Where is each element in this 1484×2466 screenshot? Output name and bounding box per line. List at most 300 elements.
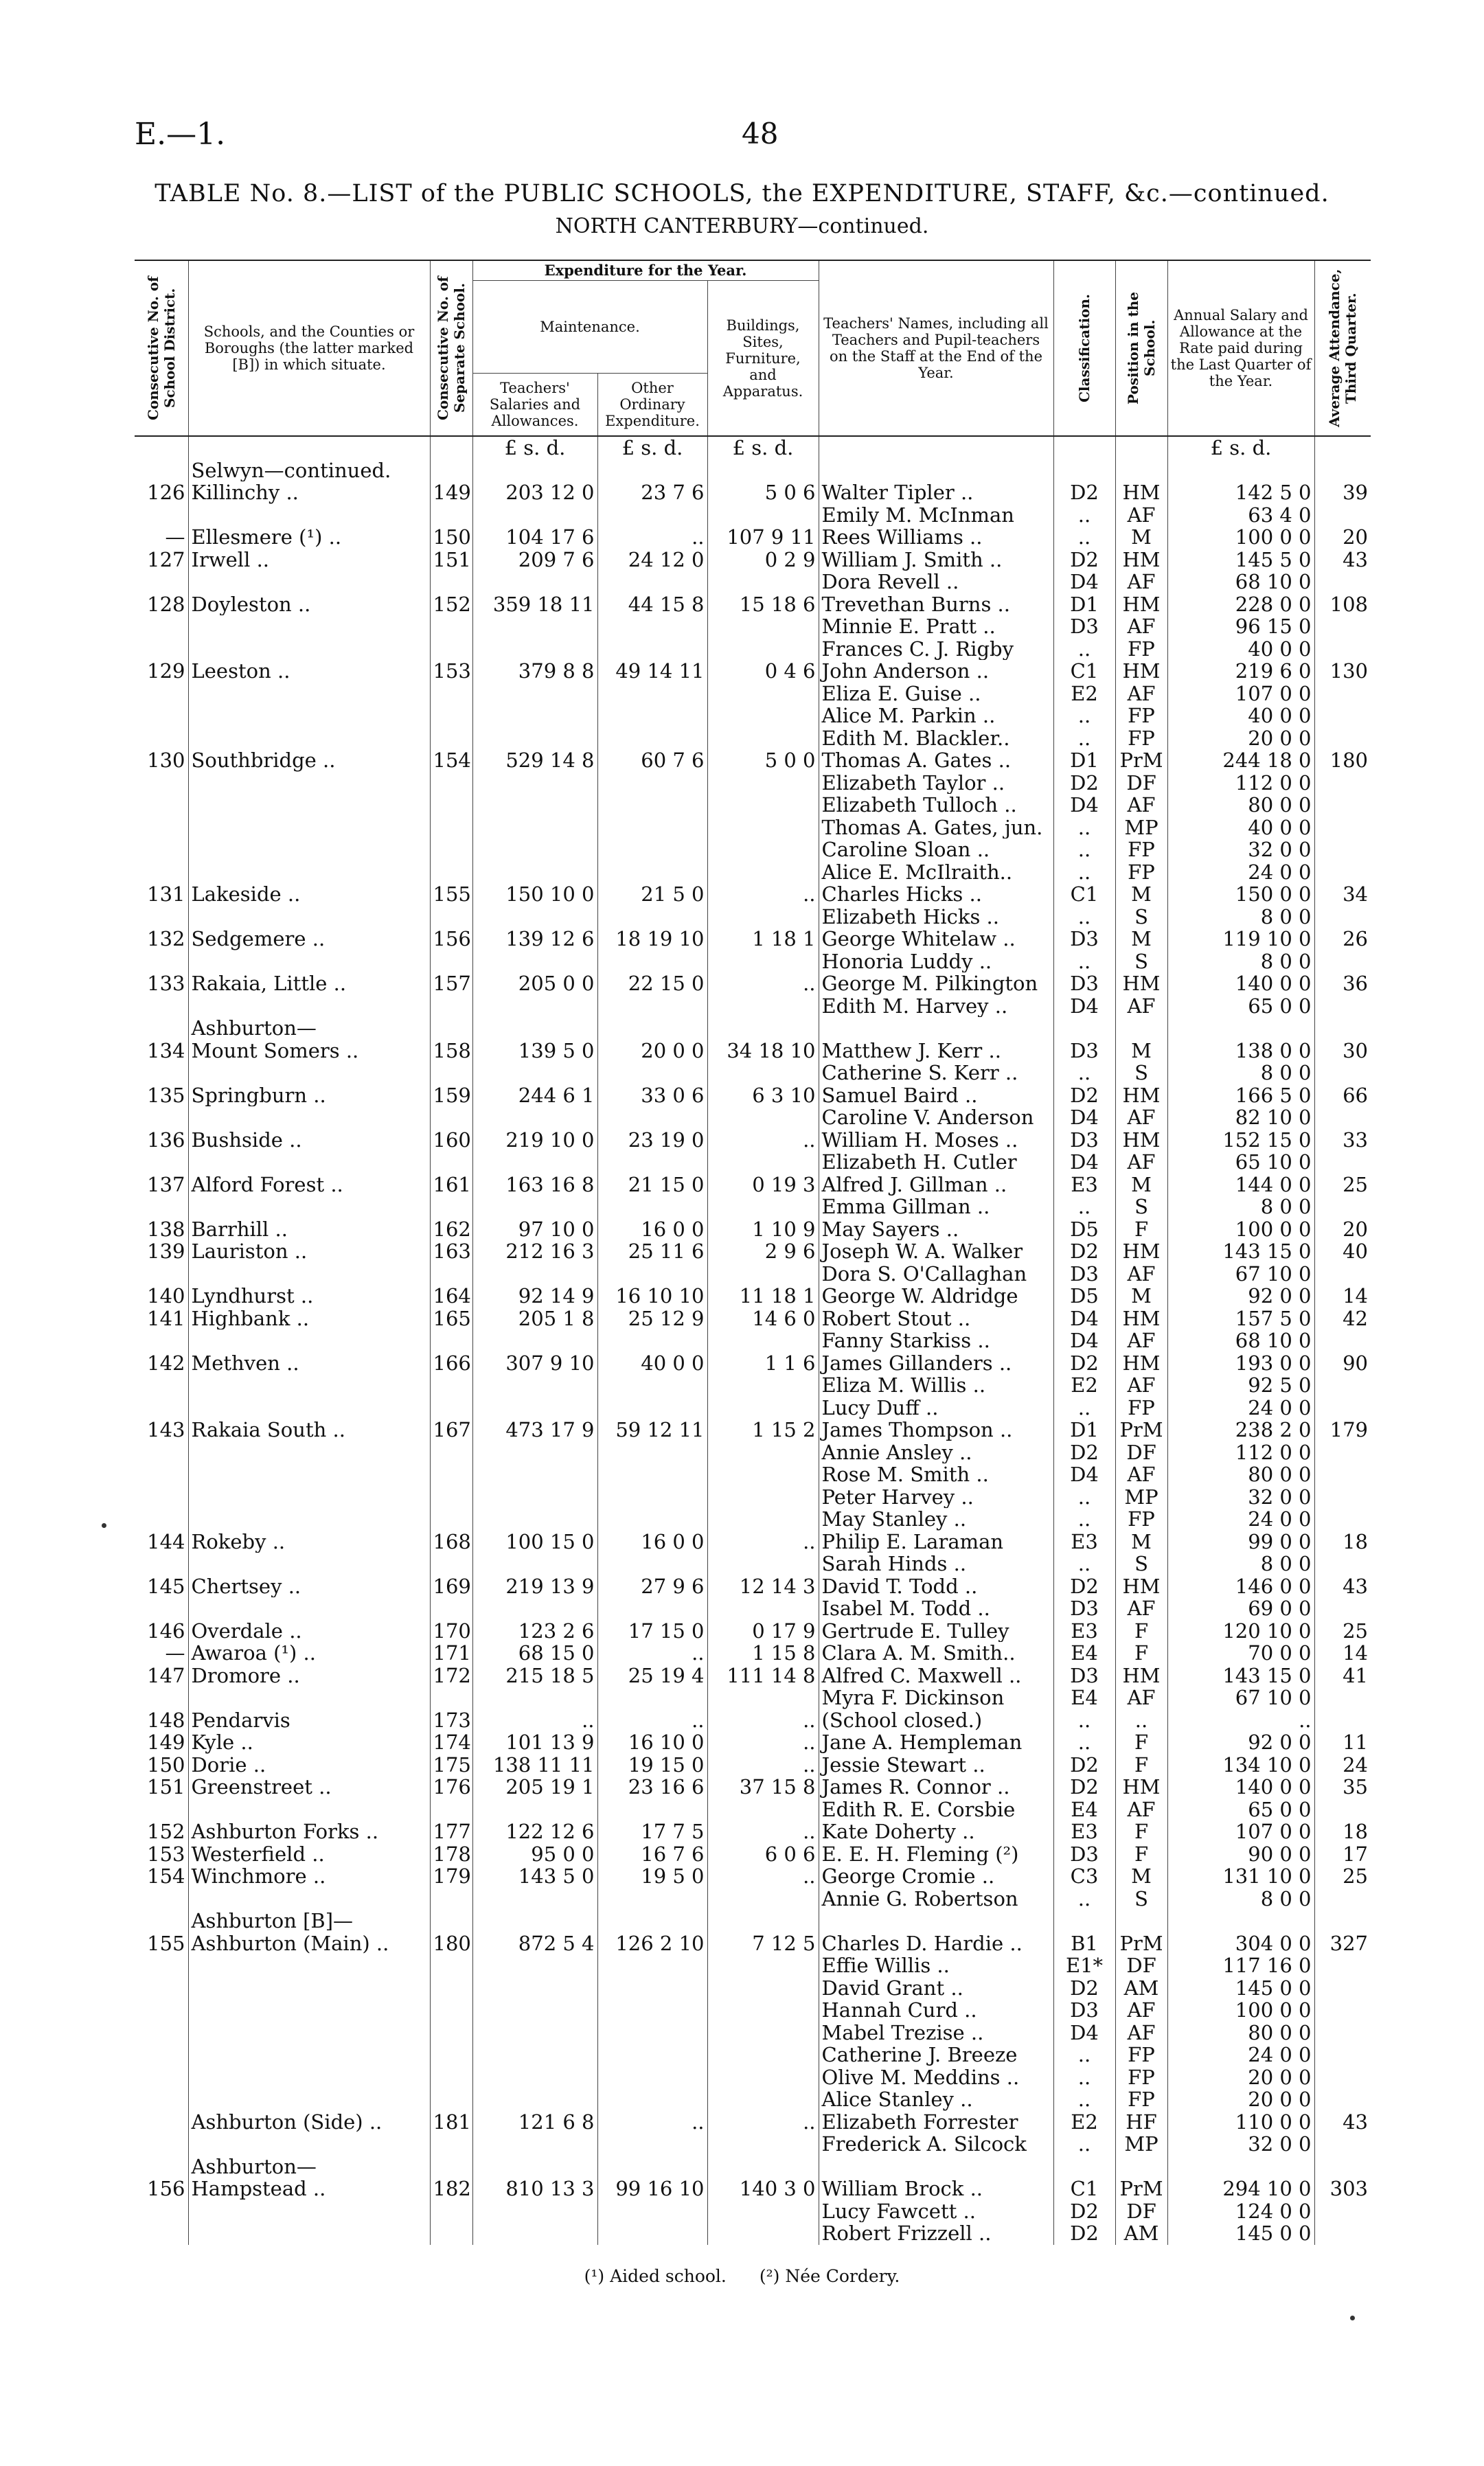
table-row [135,2066,1371,2089]
teacher-name-cell: Thomas A. Gates, jun. [819,817,1053,839]
district-no-cell: 156 [147,2178,185,2200]
salaries-cell [472,1999,597,2022]
position-cell: AF [1115,571,1167,593]
school-no-cell: 155 [430,883,472,906]
position-cell: FP [1115,1508,1167,1531]
teacher-name-cell [819,1017,1053,1040]
teacher-name-cell: Elizabeth Hicks .. [819,906,1053,928]
annual-salary-cell: 32 0 0 [1167,2133,1314,2156]
teacher-name-cell: Eliza M. Willis .. [819,1374,1053,1397]
table-row [135,1285,1371,1308]
attendance-cell: 130 [1314,660,1371,683]
buildings-cell: 6 3 10 [707,1084,819,1107]
district-no-cell: 135 [147,1084,185,1106]
other-expenditure-cell: 16 7 6 [597,1843,707,1866]
table-title: TABLE No. 8.—LIST of the PUBLIC SCHOOLS, the EXPENDITURE, STAFF, &c.—continued. [155,180,1329,207]
salaries-cell: 810 13 3 [472,2178,597,2200]
salaries-cell: 205 1 8 [472,1308,597,1330]
position-cell: FP [1115,638,1167,661]
school-name-cell [188,772,430,795]
col-teachers: Teachers' Names, including all Teachers and Pupil-teachers on the Staff at the End of the Year. [819,260,1053,436]
classification-cell: .. [1053,1486,1115,1509]
salaries-cell: 100 15 0 [472,1531,597,1553]
classification-cell: D4 [1053,1329,1115,1352]
buildings-cell [707,727,819,750]
other-expenditure-cell [597,1553,707,1575]
school-name-cell: Alford Forest .. [188,1174,430,1196]
school-name-cell: Bushside .. [188,1129,430,1152]
other-expenditure-cell: .. [597,2111,707,2134]
table-row [135,2088,1371,2111]
district-no-cell: 147 [147,1664,185,1687]
school-name-cell [188,638,430,661]
buildings-cell [707,838,819,861]
school-no-cell: 173 [430,1709,472,1732]
table-row [135,2222,1371,2245]
teacher-name-cell: Jane A. Hempleman [819,1731,1053,1754]
school-name-cell: Ashburton (Main) .. [188,1932,430,1955]
attendance-cell [1314,1106,1371,1129]
position-cell: HM [1115,660,1167,683]
ink-speck [102,1523,106,1528]
table-row [135,2156,1371,2178]
salaries-cell: 104 17 6 [472,526,597,549]
page-code: E.—1. [135,117,226,152]
table-row [135,794,1371,817]
position-cell: AF [1115,1263,1167,1286]
table-row [135,950,1371,973]
other-expenditure-cell [597,1441,707,1464]
table-row [135,2111,1371,2134]
buildings-cell: 0 19 3 [707,1174,819,1196]
school-no-cell [430,1106,472,1129]
district-no-cell [135,995,188,1018]
salaries-cell [472,459,597,482]
school-no-cell: 172 [430,1665,472,1687]
salaries-cell [472,683,597,705]
buildings-cell [707,1062,819,1084]
attendance-cell [1314,1687,1371,1709]
position-cell: F [1115,1754,1167,1777]
salaries-cell [472,1196,597,1218]
attendance-cell [1314,1486,1371,1509]
position-cell: S [1115,1553,1167,1575]
buildings-cell: 1 15 2 [707,1419,819,1441]
district-no-cell [135,1799,188,1821]
school-name-cell: Ellesmere (¹) .. [188,526,430,549]
classification-cell: D3 [1053,1263,1115,1286]
school-name-cell [188,1374,430,1397]
table-row [135,972,1371,995]
buildings-cell: 5 0 6 [707,481,819,504]
other-expenditure-cell [597,2156,707,2178]
school-name-cell: Sedgemere .. [188,928,430,950]
salaries-cell [472,1977,597,2000]
school-no-cell: 178 [430,1843,472,1866]
teacher-name-cell: Hannah Curd .. [819,1999,1053,2022]
buildings-cell: 1 18 1 [707,928,819,950]
position-cell: M [1115,526,1167,549]
annual-salary-cell: 100 0 0 [1167,1999,1314,2022]
buildings-cell [707,459,819,482]
table-row [135,1799,1371,1821]
other-expenditure-cell [597,1999,707,2022]
classification-cell: D3 [1053,928,1115,950]
buildings-cell: 0 2 9 [707,549,819,571]
school-name-cell [188,504,430,527]
attendance-cell [1314,1017,1371,1040]
school-name-cell [188,615,430,638]
school-name-cell: Doyleston .. [188,593,430,616]
teacher-name-cell: Elizabeth H. Cutler [819,1151,1053,1174]
other-expenditure-cell [597,1799,707,1821]
classification-cell: D2 [1053,2222,1115,2245]
other-expenditure-cell [597,2022,707,2044]
annual-salary-cell: 24 0 0 [1167,861,1314,884]
school-name-cell [188,1263,430,1286]
classification-cell: E2 [1053,683,1115,705]
school-no-cell [430,2022,472,2044]
attendance-cell [1314,2066,1371,2089]
position-cell: PrM [1115,1419,1167,1441]
school-name-cell: Barrhill .. [188,1218,430,1241]
classification-cell: D3 [1053,1597,1115,1620]
school-name-cell [188,906,430,928]
buildings-cell: 5 0 0 [707,749,819,772]
school-no-cell [430,950,472,973]
teacher-name-cell: David Grant .. [819,1977,1053,2000]
other-expenditure-cell [597,1263,707,1286]
col-position: Position in the School. [1115,260,1167,436]
attendance-cell [1314,838,1371,861]
district-no-cell: 132 [147,928,185,950]
district-no-cell: 129 [147,660,185,683]
teacher-name-cell: George W. Aldridge [819,1285,1053,1308]
annual-salary-cell: 67 10 0 [1167,1687,1314,1709]
attendance-cell [1314,995,1371,1018]
school-name-cell: Ashburton (Side) .. [188,2111,430,2134]
district-no-cell [135,906,188,928]
teacher-name-cell: May Stanley .. [819,1508,1053,1531]
salaries-cell: 139 5 0 [472,1040,597,1062]
other-expenditure-cell [597,1397,707,1419]
col-consec-school: Consecutive No. of Separate School. [430,260,472,436]
school-no-cell: 157 [430,972,472,995]
position-cell: HM [1115,1240,1167,1263]
other-expenditure-cell: 33 0 6 [597,1084,707,1107]
salaries-cell [472,2044,597,2066]
classification-cell: D1 [1053,749,1115,772]
attendance-cell [1314,2088,1371,2111]
school-no-cell: 164 [430,1285,472,1308]
district-no-cell [135,2133,188,2156]
annual-salary-cell: 40 0 0 [1167,817,1314,839]
classification-cell: D4 [1053,1151,1115,1174]
classification-cell: B1 [1053,1932,1115,1955]
buildings-cell [707,1263,819,1286]
attendance-cell [1314,2022,1371,2044]
position-cell: AF [1115,1597,1167,1620]
attendance-cell [1314,2044,1371,2066]
district-no-cell: 142 [147,1351,185,1374]
school-name-cell: Selwyn—continued. [188,459,430,482]
other-expenditure-cell [597,1017,707,1040]
school-no-cell [430,2222,472,2245]
position-cell: F [1115,1620,1167,1643]
buildings-cell: .. [707,2111,819,2134]
school-name-cell [188,1553,430,1575]
annual-salary-cell: 152 15 0 [1167,1129,1314,1152]
school-no-cell [430,995,472,1018]
annual-salary-cell: 119 10 0 [1167,928,1314,950]
position-cell: AF [1115,2022,1167,2044]
table-row [135,1888,1371,1910]
other-expenditure-cell [597,1374,707,1397]
table-row [135,1129,1371,1152]
table-row [135,638,1371,661]
district-no-cell: 148 [147,1709,185,1731]
district-no-cell: 133 [147,972,185,995]
district-no-cell: 155 [147,1932,185,1954]
teacher-name-cell: David T. Todd .. [819,1575,1053,1598]
district-no-cell [135,861,188,884]
annual-salary-cell: 82 10 0 [1167,1106,1314,1129]
teacher-name-cell: Alfred C. Maxwell .. [819,1665,1053,1687]
other-expenditure-cell [597,1106,707,1129]
classification-cell: .. [1053,2133,1115,2156]
annual-salary-cell: 68 10 0 [1167,571,1314,593]
classification-cell: E4 [1053,1687,1115,1709]
table-row [135,861,1371,884]
table-row [135,504,1371,527]
position-cell: HM [1115,1665,1167,1687]
school-name-cell [188,817,430,839]
attendance-cell [1314,1151,1371,1174]
table-row [135,1196,1371,1218]
other-expenditure-cell: .. [597,526,707,549]
annual-salary-cell: 144 0 0 [1167,1174,1314,1196]
annual-salary-cell: 146 0 0 [1167,1575,1314,1598]
annual-salary-cell: 140 0 0 [1167,1776,1314,1799]
buildings-cell: .. [707,1709,819,1732]
position-cell: S [1115,906,1167,928]
annual-salary-cell: 68 10 0 [1167,1329,1314,1352]
school-no-cell: 176 [430,1776,472,1799]
buildings-cell [707,1463,819,1486]
attendance-cell [1314,683,1371,705]
table-row [135,705,1371,727]
classification-cell: .. [1053,817,1115,839]
school-name-cell [188,1999,430,2022]
attendance-cell: 18 [1314,1820,1371,1843]
school-no-cell [430,1999,472,2022]
buildings-cell [707,1597,819,1620]
annual-salary-cell: 65 0 0 [1167,995,1314,1018]
teacher-name-cell: Joseph W. A. Walker [819,1240,1053,1263]
table-row [135,1820,1371,1843]
school-no-cell: 159 [430,1084,472,1107]
units-other: £ s. d. [597,436,707,459]
buildings-cell [707,817,819,839]
other-expenditure-cell: 19 15 0 [597,1754,707,1777]
annual-salary-cell: 150 0 0 [1167,883,1314,906]
salaries-cell [472,1508,597,1531]
teacher-name-cell: Dora Revell .. [819,571,1053,593]
table-row [135,906,1371,928]
school-name-cell [188,727,430,750]
classification-cell: .. [1053,2066,1115,2089]
attendance-cell: 25 [1314,1620,1371,1643]
other-expenditure-cell: .. [597,1642,707,1665]
school-name-cell: Chertsey .. [188,1575,430,1598]
buildings-cell [707,950,819,973]
salaries-cell [472,794,597,817]
teacher-name-cell: Emily M. McInman [819,504,1053,527]
school-no-cell: 180 [430,1932,472,1955]
classification-cell: D4 [1053,1463,1115,1486]
salaries-cell [472,1888,597,1910]
school-no-cell: 168 [430,1531,472,1553]
other-expenditure-cell: 59 12 11 [597,1419,707,1441]
other-expenditure-cell [597,794,707,817]
salaries-cell: 379 8 8 [472,660,597,683]
teacher-name-cell: Dora S. O'Callaghan [819,1263,1053,1286]
school-name-cell [188,1508,430,1531]
buildings-cell: 1 10 9 [707,1218,819,1241]
buildings-cell: .. [707,1731,819,1754]
school-name-cell [188,1196,430,1218]
teacher-name-cell: Walter Tipler .. [819,481,1053,504]
attendance-cell: 43 [1314,1575,1371,1598]
school-name-cell: Lakeside .. [188,883,430,906]
position-cell: S [1115,1888,1167,1910]
district-no-cell [135,2111,188,2134]
table-row [135,1575,1371,1598]
salaries-cell [472,1106,597,1129]
classification-cell: .. [1053,705,1115,727]
position-cell: HM [1115,1776,1167,1799]
annual-salary-cell: 145 0 0 [1167,1977,1314,2000]
table-row [135,593,1371,616]
position-cell: AF [1115,1999,1167,2022]
table-row [135,1240,1371,1263]
buildings-cell [707,1910,819,1932]
position-cell: .. [1115,1709,1167,1732]
classification-cell: D2 [1053,1084,1115,1107]
position-cell: F [1115,1642,1167,1665]
buildings-cell [707,1999,819,2022]
attendance-cell: 20 [1314,526,1371,549]
salaries-cell: 205 0 0 [472,972,597,995]
attendance-cell [1314,817,1371,839]
table-row [135,660,1371,683]
district-no-cell [135,1062,188,1084]
classification-cell: .. [1053,526,1115,549]
salaries-cell: 219 13 9 [472,1575,597,1598]
table-row [135,1776,1371,1799]
teacher-name-cell: Edith M. Blackler.. [819,727,1053,750]
classification-cell: D4 [1053,1308,1115,1330]
position-cell: DF [1115,1954,1167,1977]
classification-cell: .. [1053,727,1115,750]
classification-cell: D3 [1053,1040,1115,1062]
school-no-cell: 182 [430,2178,472,2200]
school-no-cell [430,2044,472,2066]
attendance-cell: 20 [1314,1218,1371,1241]
school-name-cell: Irwell .. [188,549,430,571]
attendance-cell: 26 [1314,928,1371,950]
position-cell: S [1115,1062,1167,1084]
table-row [135,1463,1371,1486]
position-cell: AF [1115,504,1167,527]
attendance-cell [1314,1441,1371,1464]
buildings-cell [707,1106,819,1129]
teacher-name-cell: Edith M. Harvey .. [819,995,1053,1018]
teacher-name-cell: William H. Moses .. [819,1129,1053,1152]
school-no-cell [430,1151,472,1174]
buildings-cell [707,2022,819,2044]
annual-salary-cell: 140 0 0 [1167,972,1314,995]
teacher-name-cell [819,1910,1053,1932]
buildings-cell: 2 9 6 [707,1240,819,1263]
school-name-cell [188,1597,430,1620]
district-no-cell [135,1151,188,1174]
school-no-cell: 181 [430,2111,472,2134]
attendance-cell: 39 [1314,481,1371,504]
school-name-cell [188,2044,430,2066]
schools-table [135,260,1371,2245]
buildings-cell: 12 14 3 [707,1575,819,1598]
table-row [135,1999,1371,2022]
classification-cell: .. [1053,2088,1115,2111]
school-name-cell [188,838,430,861]
buildings-cell: 34 18 10 [707,1040,819,1062]
school-name-cell: Winchmore .. [188,1865,430,1888]
school-no-cell [430,1687,472,1709]
annual-salary-cell [1167,2156,1314,2178]
district-no-cell [135,2022,188,2044]
table-row [135,1531,1371,1553]
attendance-cell: 14 [1314,1285,1371,1308]
salaries-cell [472,1799,597,1821]
table-row [135,2022,1371,2044]
salaries-cell: 150 10 0 [472,883,597,906]
position-cell: AF [1115,1799,1167,1821]
school-no-cell [430,2133,472,2156]
position-cell: F [1115,1731,1167,1754]
teacher-name-cell: Lucy Fawcett .. [819,2200,1053,2223]
salaries-cell [472,705,597,727]
district-no-cell [135,1553,188,1575]
district-no-cell [135,1196,188,1218]
attendance-cell [1314,1263,1371,1286]
annual-salary-cell: 24 0 0 [1167,1508,1314,1531]
position-cell: AF [1115,1374,1167,1397]
other-expenditure-cell [597,1196,707,1218]
teacher-name-cell: Robert Stout .. [819,1308,1053,1330]
district-no-cell: 150 [147,1753,185,1776]
teacher-name-cell: Kate Doherty .. [819,1820,1053,1843]
attendance-cell [1314,1977,1371,2000]
annual-salary-cell: 238 2 0 [1167,1419,1314,1441]
table-row [135,1731,1371,1754]
classification-cell: D2 [1053,1240,1115,1263]
col-other: Other Ordinary Expenditure. [597,374,707,436]
attendance-cell: 90 [1314,1352,1371,1375]
district-no-cell [135,1486,188,1509]
teacher-name-cell: Olive M. Meddins .. [819,2066,1053,2089]
other-expenditure-cell [597,1151,707,1174]
